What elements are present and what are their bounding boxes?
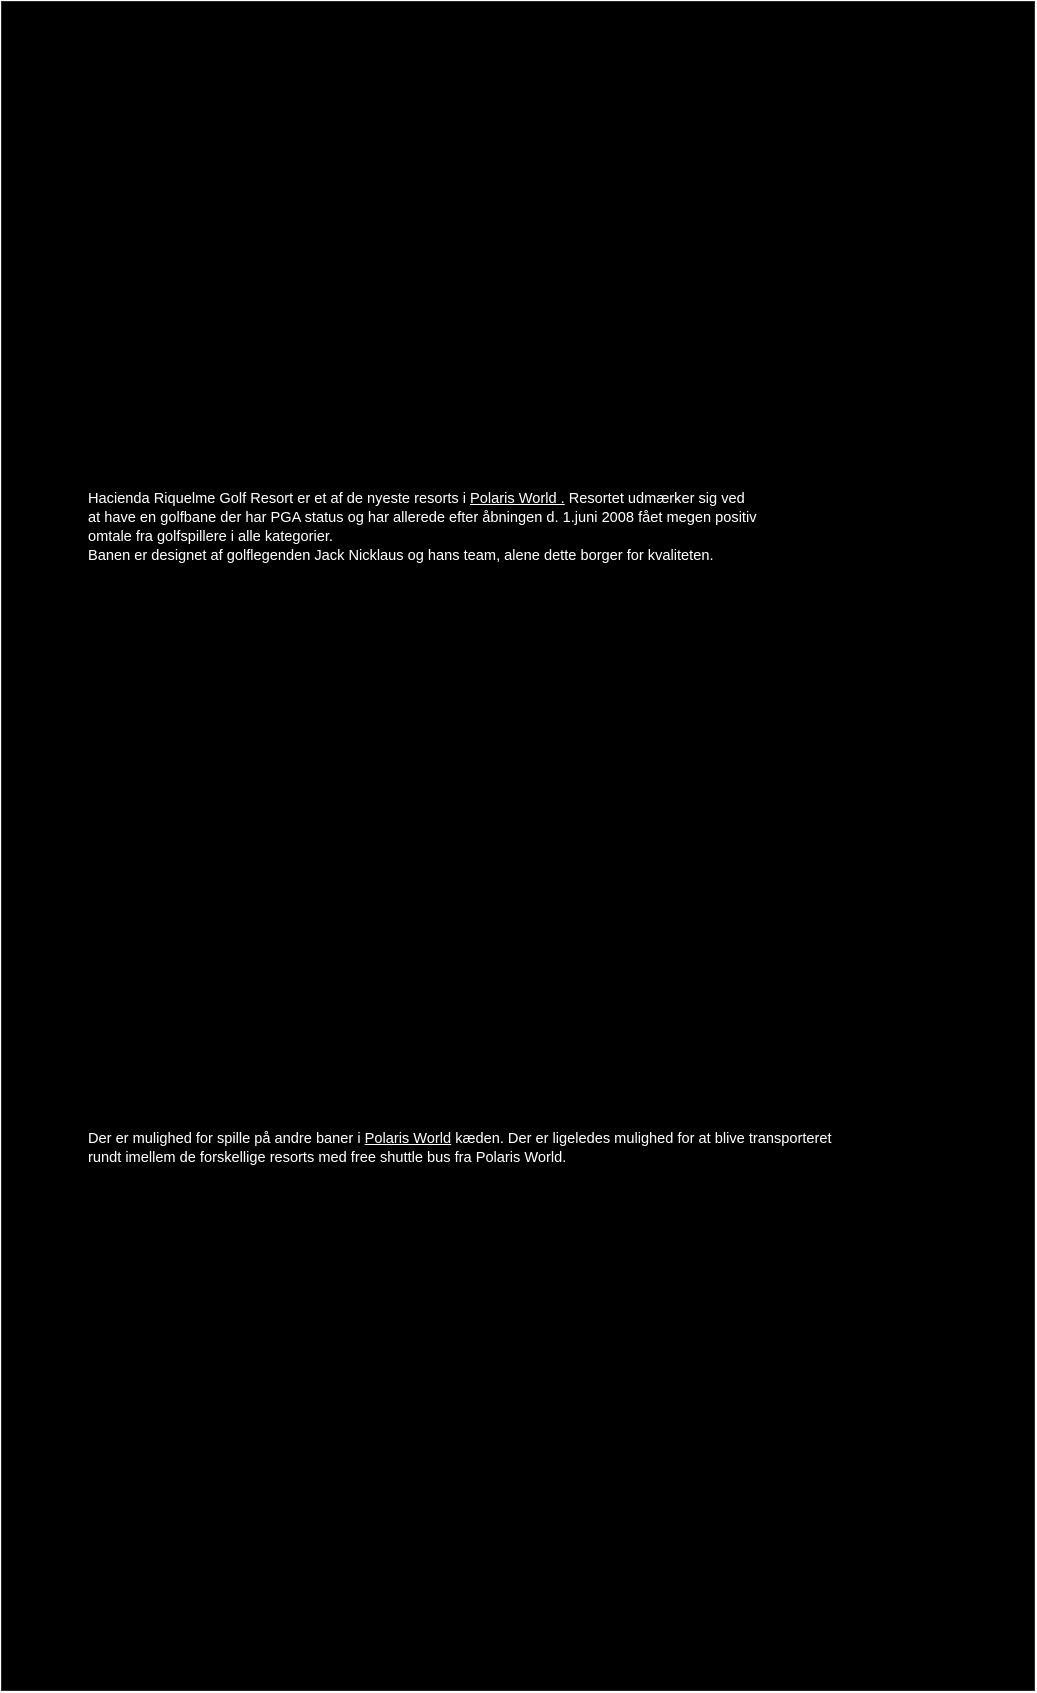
intro-line-1-text-a: Hacienda Riquelme Golf Resort er et af de nyeste resorts i <box>88 491 471 507</box>
intro-line-3: omtale fra golfspillere i alle kategorier. <box>88 529 333 545</box>
intro-line-1 <box>88 490 757 509</box>
other-courses-line-1-text-b: kæden. Der er ligeledes mulighed for at blive transporteret <box>451 1131 832 1147</box>
other-courses-line-1 <box>88 1130 832 1149</box>
other-courses-line-1-text-a: Der er mulighed for spille på andre baner i <box>88 1131 365 1147</box>
intro-line-1-text-b: Resortet udmærker sig ved <box>564 491 745 507</box>
intro-paragraph <box>88 490 757 566</box>
document-page <box>1 1 1035 1691</box>
intro-line-4: Banen er designet af golflegenden Jack Nicklaus og hans team, alene dette borger for kvaliteten. <box>88 548 714 564</box>
other-courses-paragraph <box>88 1130 832 1168</box>
polaris-world-link[interactable]: Polaris World . <box>470 491 565 507</box>
other-courses-line-2: rundt imellem de forskellige resorts med free shuttle bus fra Polaris World. <box>88 1150 567 1166</box>
polaris-world-chain-link[interactable]: Polaris World <box>364 1131 452 1147</box>
intro-line-2: at have en golfbane der har PGA status og har allerede efter åbningen d. 1.juni 2008 fået megen positiv <box>88 510 757 526</box>
